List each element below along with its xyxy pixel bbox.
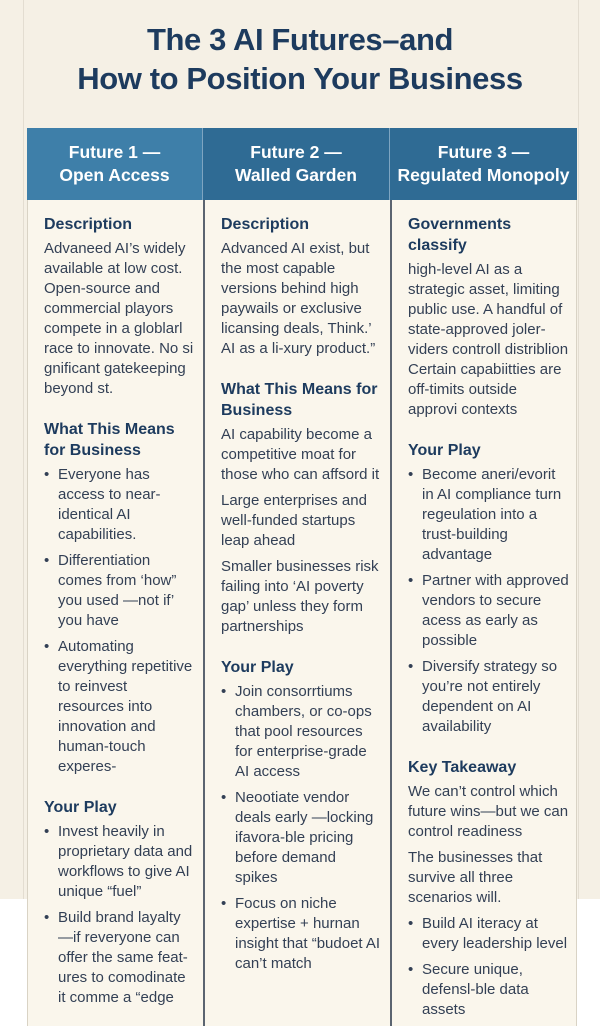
page-title-line-1: The 3 AI Futures–and (146, 22, 454, 57)
futures-comparison-table (27, 128, 577, 1018)
bullet-text: Become aneri/evorit in AI compliance turn regeulation into a trust-building advantage (422, 466, 562, 563)
section (44, 419, 195, 777)
column-header-line: Future 1 — (68, 142, 161, 162)
paragraph: Advanced AI exist, but the most capable versions behind high paywails or exclusive licansing deals, Think.’ AI as a li-xury product.” (221, 240, 376, 357)
bullet-text: Secure unique, defensl-ble data assets (422, 961, 529, 1018)
bullet-icon: • (44, 823, 50, 840)
section (221, 214, 382, 359)
column-body-future-2-walled-garden (203, 200, 390, 1026)
paragraph: Smaller businesses risk failing into ‘AI poverty gap’ unless they form partnerships (221, 558, 379, 635)
section (408, 440, 570, 737)
column-header-line: Open Access (59, 165, 170, 185)
bullet-icon: • (44, 638, 50, 655)
section (408, 214, 570, 420)
bullet-text: Join consorrtiums chambers, or co-ops that pool resources for enterprise-grade AI access (235, 683, 372, 780)
bullet-list (44, 822, 195, 1008)
bullet-icon: • (408, 961, 414, 978)
section-heading: Description (221, 216, 310, 233)
bullet-item (408, 465, 570, 565)
bullet-text: Everyone has access to near-identical AI capabilities. (58, 466, 161, 543)
bullet-item (408, 914, 570, 954)
bullet-text: Differentiation comes from ‘how” you used —not if’ you have (58, 552, 177, 629)
bullet-item (408, 571, 570, 651)
section-heading: Description (44, 216, 133, 233)
bullet-text: Neootiate vendor deals early —locking ifavora-ble pricing before demand spikes (235, 789, 374, 886)
bullet-text: Invest heavily in proprietary data and workflows to give AI unique “fuel” (58, 823, 193, 900)
page-title-line-2: How to Position Your Business (77, 61, 523, 96)
section (44, 797, 195, 1008)
bullet-item (221, 894, 382, 974)
bullet-list (221, 682, 382, 974)
section-heading: What This Means for Business (221, 381, 378, 419)
bullet-item (408, 960, 570, 1020)
section-heading: Governments classify (408, 216, 512, 254)
column-header-line: Walled Garden (235, 165, 357, 185)
column-header-line: Future 2 — (250, 142, 342, 162)
page-edge-right (578, 0, 579, 899)
column-header-future-3-regulated-monopoly (389, 128, 577, 200)
bullet-list (408, 465, 570, 737)
bullet-icon: • (408, 572, 414, 589)
section (408, 757, 570, 1020)
bullet-text: Build brand layalty —if reveryone can offer the same feat-ures to comodinate it comme a “edge (58, 909, 188, 1006)
column-body-future-1-open-access (28, 200, 203, 1026)
bullet-item (44, 822, 195, 902)
bullet-icon: • (221, 789, 227, 806)
bullet-text: Automating everything repetitive to reinvest resources into innovation and human-touch experes- (58, 638, 193, 775)
bullet-item (408, 657, 570, 737)
paragraph: high-level AI as a strategic asset, limiting public use. A handful of state-approved joler-viders controll distriblion Certain capabiitties are off-timits outside approvi contexts (408, 261, 569, 418)
section-heading: What This Means for Business (44, 421, 175, 459)
bullet-text: Focus on niche expertise + hurnan insight that “budoet AI can’t match (235, 895, 381, 972)
section (221, 379, 382, 637)
paragraph: We can’t control which future wins—but we can control readiness (408, 783, 569, 840)
bullet-item (44, 908, 195, 1008)
paragraph: AI capability become a competitive moat for those who can affsord it (221, 426, 380, 483)
bullet-item (44, 551, 195, 631)
column-header-future-1-open-access (27, 128, 202, 200)
column-body-future-3-regulated-monopoly (390, 200, 578, 1026)
column-header-future-2-walled-garden (202, 128, 389, 200)
section (221, 657, 382, 974)
column-header-line: Regulated Monopoly (397, 165, 570, 185)
bullet-icon: • (408, 915, 414, 932)
column-header-line: Future 3 — (437, 142, 530, 162)
bullet-icon: • (44, 466, 50, 483)
section-heading: Your Play (221, 659, 294, 676)
section-heading: Key Takeaway (408, 759, 517, 776)
bullet-list (44, 465, 195, 777)
bullet-item (221, 788, 382, 888)
bullet-icon: • (44, 552, 50, 569)
table-body-row (27, 200, 577, 1026)
bullet-text: Build AI iteracy at every leadership level (422, 915, 568, 952)
bullet-icon: • (221, 895, 227, 912)
paragraph: Advaneed AI’s widely available at low cost. Open-source and commercial playors compete in a globlarl race to innovate. No si gnificant gatekeeping beyond st. (44, 240, 194, 397)
bullet-icon: • (44, 909, 50, 926)
bullet-text: Diversify strategy so you’re not entirely dependent on AI availability (422, 658, 558, 735)
bullet-item (221, 682, 382, 782)
page-title (0, 0, 600, 98)
bullet-item (44, 465, 195, 545)
section-heading: Your Play (408, 442, 481, 459)
bullet-list (408, 914, 570, 1020)
section (44, 214, 195, 399)
paragraph: The businesses that survive all three scenarios will. (408, 849, 543, 906)
section-heading: Your Play (44, 799, 117, 816)
page-edge-left (23, 0, 24, 899)
table-header-row (27, 128, 577, 200)
bullet-icon: • (221, 683, 227, 700)
bullet-icon: • (408, 658, 414, 675)
bullet-text: Partner with approved vendors to secure acess as early as possible (422, 572, 569, 649)
bullet-icon: • (408, 466, 414, 483)
bullet-item (44, 637, 195, 777)
paragraph: Large enterprises and well-funded startups leap ahead (221, 492, 367, 549)
